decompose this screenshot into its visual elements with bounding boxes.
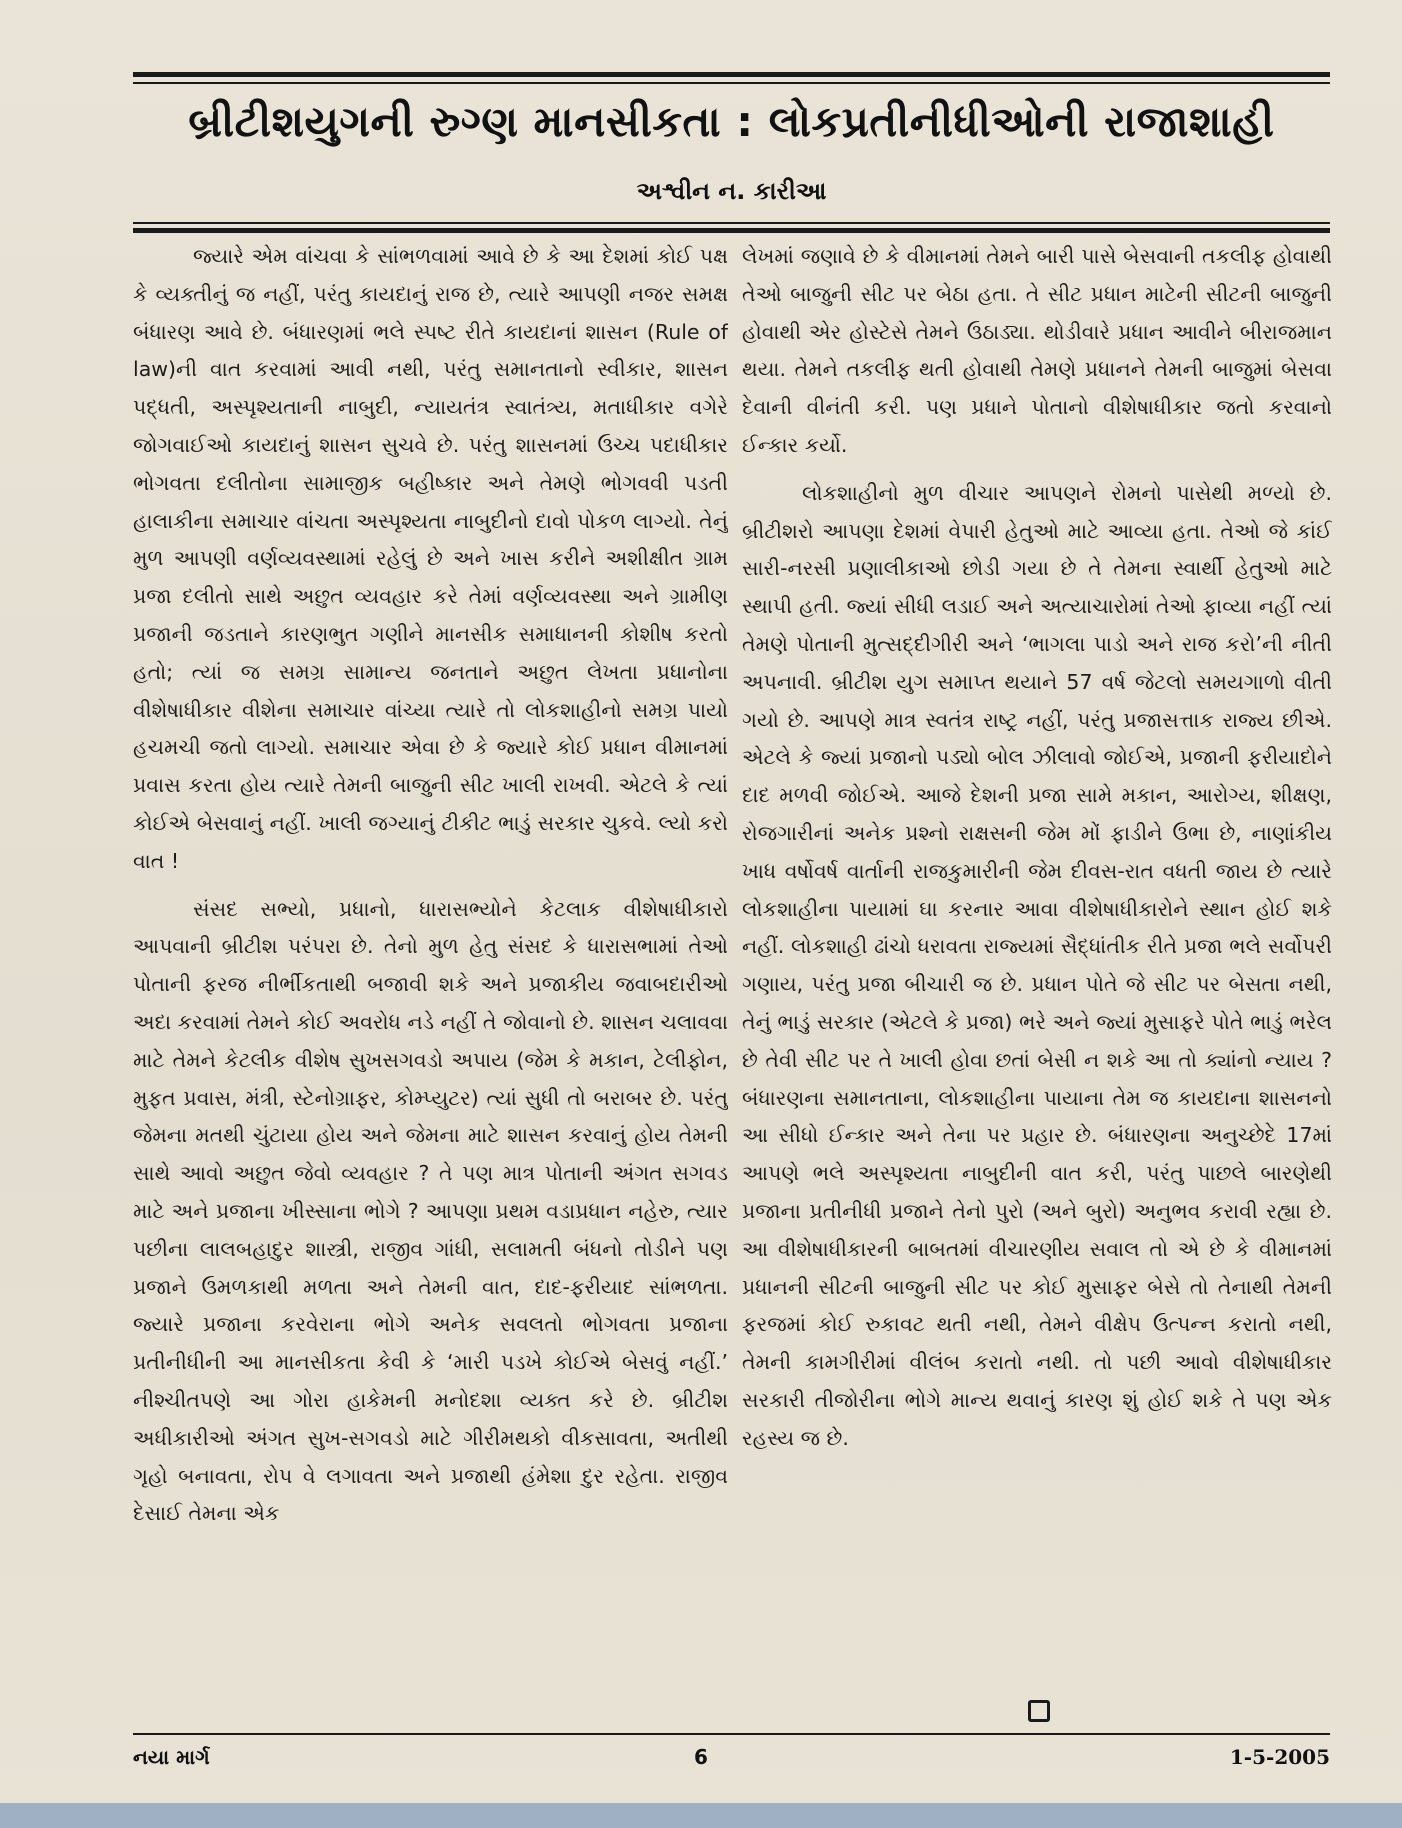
paragraph: લેખમાં જણાવે છે કે વીમાનમાં તેમને બારી પાસે બેસવાની તકલીફ હોવાથી તેઓ બાજુની સીટ પર બેઠા હતા. તે સીટ પ્રધાન માટેની સીટની બાજુની હોવાથી એર હોસ્ટેસે તેમને ઉઠાડ્યા. થોડીવારે પ્રધાન આવીને બીરાજમાન થયા. તેમને તકલીફ થતી હોવાથી તેમણે પ્રધાનને તેમની બાજુમાં બેસવા દેવાની વીનંતી કરી. પણ પ્રધાને પોતાનો વીશેષાધીકાર જતો કરવાનો ઈન્કાર કર્યો.: [742, 244, 1332, 457]
paragraph: સંસદ સભ્યો, પ્રધાનો, ધારાસભ્યોને કેટલાક વીશેષાધીકારો આપવાની બ્રીટીશ પરંપરા છે. તેનો મુળ હેતુ સંસદ કે ધારાસભામાં તેઓ પોતાની ફરજ નીર્ભીકતાથી બજાવી શકે અને પ્રજાકીય જવાબદારીઓ અદા કરવામાં તેમને કોઈ અવરોધ નડે નહીં તે જોવાનો છે. શાસન ચલાવવા માટે તેમને કેટલીક વીશેષ સુખસગવડો અપાય (જેમ કે મકાન, ટેલીફોન, મુફત પ્રવાસ, મંત્રી, સ્ટેનોગ્રાફર, કોમ્પ્યુટર) ત્યાં સુધી તો બરાબર છે. પરંતુ જેમના મતથી ચુંટાયા હોય અને જેમના માટે શાસન કરવાનું હોય તેમની સાથે આવો અછુત જેવો વ્યવહાર ? તે પણ માત્ર પોતાની અંગત સગવડ માટે અને પ્રજાના ખીસ્સાના ભોગે ? આપણા પ્રથમ વડાપ્રધાન નહેરુ, ત્યાર પછીના લાલબહાદુર શાસ્ત્રી, રાજીવ ગાંધી, સલામતી બંધનો તોડીને પણ પ્રજાને ઉમળકાથી મળતા અને તેમની વાત, દાદ-ફરીયાદ સાંભળતા. જ્યારે પ્રજાના કરવેરાના ભોગે અનેક સવલતો ભોગવતા પ્રજાના પ્રતીનીધીની આ માનસીકતા કેવી કે ‘મારી પડખે કોઈએ બેસવું નહીં.’ નીશ્ચીતપણે આ ગોરા હાકેમની મનોદશા વ્યક્ત કરે છે. બ્રીટીશ અધીકારીઓ અંગત સુખ-સગવડો માટે ગીરીમથકો વીકસાવતા, અતીથી ગૃહો બનાવતા, રોપ વે લગાવતા અને પ્રજાથી હંમેશા દુર રહેતા. રાજીવ દેસાઈ તેમના એક: [133, 896, 728, 1526]
issue-date: 1-5-2005: [1229, 1745, 1330, 1769]
footer-rule: [133, 1733, 1330, 1735]
top-rule: [133, 72, 1330, 77]
paragraph: જ્યારે એમ વાંચવા કે સાંભળવામાં આવે છે કે આ દેશમાં કોઈ પક્ષ કે વ્યક્તીનું જ નહીં, પરંતુ કાયદાનું રાજ છે, ત્યારે આપણી નજર સમક્ષ બંધારણ આવે છે. બંધારણમાં ભલે સ્પષ્ટ રીતે કાયદાનાં શાસન (Rule of law)ની વાત કરવામાં આવી નથી, પરંતુ સમાનતાનો સ્વીકાર, શાસન પદ્ધતી, અસ્પૃશ્યતાની નાબુદી, ન્યાયતંત્ર સ્વાતંત્ર્ય, મતાધીકાર વગેરે જોગવાઈઓ કાયદાનું શાસન સુચવે છે. પરંતુ શાસનમાં ઉચ્ચ પદાધીકાર ભોગવતા દલીતોના સામાજીક બહીષ્કાર અને તેમણે ભોગવવી પડતી હાલાકીના સમાચાર વાંચતા અસ્પૃશ્યતા નાબુદીનો દાવો પોકળ લાગ્યો. તેનું મુળ આપણી વર્ણવ્યવસ્થામાં રહેલું છે અને ખાસ કરીને અશીક્ષીત ગ્રામ પ્રજા દલીતો સાથે અછુત વ્યવહાર કરે તેમાં વર્ણવ્યવસ્થા અને ગ્રામીણ પ્રજાની જડતાને કારણભુત ગણીને માનસીક સમાધાનની કોશીષ કરતો હતો; ત્યાં જ સમગ્ર સામાન્ય જનતાને અછુત લેખતા પ્રધાનોના વીશેષાધીકાર વીશેના સમાચાર વાંચ્યા ત્યારે તો લોકશાહીનો સમગ્ર પાયો હચમચી જતો લાગ્યો. સમાચાર એવા છે કે જ્યારે કોઈ પ્રધાન વીમાનમાં પ્રવાસ કરતા હોય ત્યારે તેમની બાજુની સીટ ખાલી રાખવી. એટલે કે ત્યાં કોઈએ બેસવાનું નહીં. ખાલી જગ્યાનું ટીકીટ ભાડું સરકાર ચુકવે. લ્યો કરો વાત !: [133, 244, 728, 873]
scan-edge: [0, 1803, 1402, 1828]
header-rule-thin: [133, 222, 1330, 224]
article-title: બ્રીટીશયુગની રુગ્ણ માનસીકતા : લોકપ્રતીનીધીઓની રાજાશાહી: [188, 97, 1275, 146]
paragraph: લોકશાહીનો મુળ વીચાર આપણને રોમનો પાસેથી મળ્યો છે. બ્રીટીશરો આપણા દેશમાં વેપારી હેતુઓ માટે આવ્યા હતા. તેઓ જે કાંઈ સારી-નરસી પ્રણાલીકાઓ છોડી ગયા છે તે તેમના સ્વાર્થી હેતુઓ માટે સ્થાપી હતી. જ્યાં સીધી લડાઈ અને અત્યાચારોમાં તેઓ ફાવ્યા નહીં ત્યાં તેમણે પોતાની મુત્સદ્દીગીરી અને ‘ભાગલા પાડો અને રાજ કરો’ની નીતી અપનાવી. બ્રીટીશ યુગ સમાપ્ત થયાને 57 વર્ષ જેટલો સમયગાળો વીતી ગયો છે. આપણે માત્ર સ્વતંત્ર રાષ્ટ્ર નહીં, પરંતુ પ્રજાસત્તાક રાજ્ય છીએ. એટલે કે જ્યાં પ્રજાનો પડ્યો બોલ ઝીલાવો જોઈએ, પ્રજાની ફરીયાદોને દાદ મળવી જોઈએ. આજે દેશની પ્રજા સામે મકાન, આરોગ્ય, શીક્ષણ, રોજગારીનાં અનેક પ્રશ્નો રાક્ષસની જેમ મોં ફાડીને ઉભા છે, નાણાંકીય ખાધ વર્ષોવર્ષ વાર્તાની રાજકુમારીની જેમ દીવસ-રાત વધતી જાય છે ત્યારે લોકશાહીના પાયામાં ઘા કરનાર આવા વીશેષાધીકારોને સ્થાન હોઈ શકે નહીં. લોકશાહી ઢાંચો ધરાવતા રાજ્યમાં સૈદ્ધાંતીક રીતે પ્રજા ભલે સર્વોપરી ગણાય, પરંતુ પ્રજા બીચારી જ છે. પ્રધાન પોતે જે સીટ પર બેસતા નથી, તેનું ભાડું સરકાર (એટલે કે પ્રજા) ભરે અને જ્યાં મુસાફરે પોતે ભાડું ભરેલ છે તેવી સીટ પર તે ખાલી હોવા છતાં બેસી ન શકે આ તો ક્યાંનો ન્યાય ? બંધારણના સમાનતાના, લોકશાહીના પાયાના તેમ જ કાયદાના શાસનનો આ સીધો ઈન્કાર અને તેના પર પ્રહાર છે. બંધારણના અનુચ્છેદે 17માં આપણે ભલે અસ્પૃશ્યતા નાબુદીની વાત કરી, પરંતુ પાછલે બારણેથી પ્રજાના પ્રતીનીધી પ્રજાને તેનો પુરો (અને બુરો) અનુભવ કરાવી રહ્યા છે. આ વીશેષાધીકારની બાબતમાં વીચારણીય સવાલ તો એ છે કે વીમાનમાં પ્રધાનની સીટની બાજુની સીટ પર કોઈ મુસાફર બેસે તો તેનાથી તેમની ફરજમાં કોઈ રુકાવટ થતી નથી, તેમને વીક્ષેપ ઉત્પન્ન કરાતો નથી, તેમની કામગીરીમાં વીલંબ કરાતો નથી. તો પછી આવો વીશેષાધીકાર સરકારી તીજોરીના ભોગે માન્ય થવાનું કારણ શું હોઈ શકે તે પણ એક રહસ્ય જ છે.: [742, 480, 1332, 1450]
right-column: [742, 238, 1332, 1718]
left-column: [133, 238, 728, 1718]
hollow-square-end-mark-icon: [1028, 1700, 1050, 1722]
page-number: 6: [694, 1745, 708, 1769]
article-author: અશ્વીન ન. કારીઆ: [636, 177, 827, 205]
top-rule-thin: [133, 82, 1330, 84]
publication-name: નયા માર્ગ: [133, 1745, 210, 1769]
header-rule: [133, 228, 1330, 233]
